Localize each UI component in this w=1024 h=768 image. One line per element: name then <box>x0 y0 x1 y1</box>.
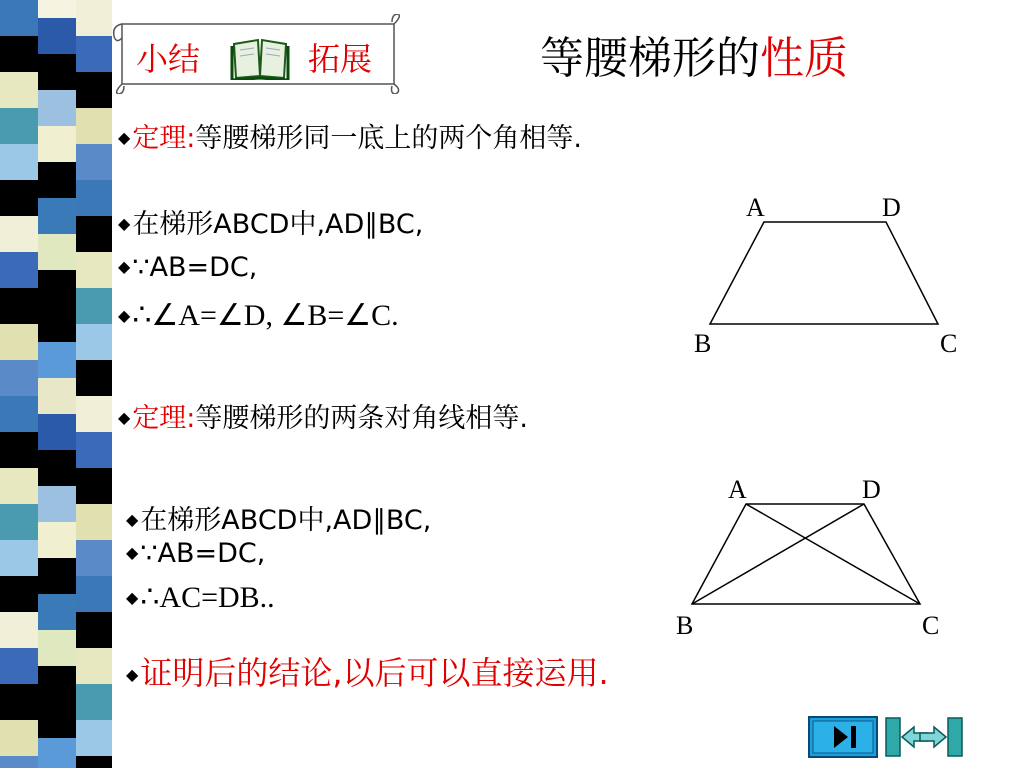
bullet-icon: ◆ <box>118 214 131 233</box>
decorative-stripe <box>0 0 112 768</box>
trapezoid-shape <box>710 222 938 324</box>
conclusion-text: 证明后的结论,以后可以直接运用. <box>140 654 609 692</box>
vertex-label-c: C <box>922 611 940 640</box>
title-highlight: 性质 <box>760 33 848 84</box>
return-arrows-icon[interactable] <box>884 716 964 758</box>
bullet-icon: ◆ <box>126 588 139 607</box>
open-book-icon <box>230 36 290 80</box>
vertex-label-d: D <box>862 475 881 504</box>
bullet-icon: ◆ <box>118 408 131 427</box>
bullet-icon: ◆ <box>126 665 139 684</box>
proof-line: 在梯形ABCD中,AD∥BC, <box>132 209 424 240</box>
bullet-icon: ◆ <box>118 306 131 325</box>
bullet-icon: ◆ <box>118 257 131 276</box>
trapezoid-figure-2 <box>670 472 960 644</box>
proof-line: ∵AB=DC, <box>132 252 258 283</box>
theorem-2 <box>118 396 528 435</box>
theorem-1 <box>118 116 582 155</box>
bullet-icon: ◆ <box>118 128 131 147</box>
theorem-text: 等腰梯形的两条对角线相等. <box>195 403 529 434</box>
proof-1-line-1 <box>118 202 423 241</box>
trapezoid-shape <box>692 504 920 604</box>
summary-badge[interactable] <box>108 14 404 94</box>
theorem-label: 定理: <box>132 403 196 434</box>
vertex-label-b: B <box>694 329 712 358</box>
bullet-icon: ◆ <box>126 543 139 562</box>
title-main: 等腰梯形的 <box>540 33 760 84</box>
trapezoid-figure-1 <box>690 190 980 360</box>
conclusion <box>126 648 609 694</box>
proof-1-line-2 <box>118 252 257 283</box>
vertex-label-d: D <box>882 193 901 222</box>
proof-1-line-3 <box>118 298 399 333</box>
proof-line: ∴AC=DB.. <box>140 581 275 614</box>
proof-line: ∴∠A=∠D, ∠B=∠C. <box>132 299 399 332</box>
proof-line: 在梯形ABCD中,AD∥BC, <box>140 505 432 536</box>
page-title <box>540 22 848 86</box>
badge-right-label: 拓展 <box>308 40 373 78</box>
diagonal-ac <box>746 504 920 604</box>
vertex-label-a: A <box>728 475 747 504</box>
vertex-label-c: C <box>940 329 958 358</box>
bullet-icon: ◆ <box>126 510 139 529</box>
vertex-label-a: A <box>746 193 765 222</box>
theorem-text: 等腰梯形同一底上的两个角相等. <box>195 123 583 154</box>
proof-2-line-3 <box>126 580 275 615</box>
vertex-label-b: B <box>676 611 694 640</box>
badge-left-label: 小结 <box>136 40 201 78</box>
diagonal-db <box>692 504 864 604</box>
proof-2-line-2 <box>126 538 265 569</box>
skip-to-end-icon[interactable] <box>808 716 878 758</box>
proof-2-line-1 <box>126 498 431 537</box>
proof-line: ∵AB=DC, <box>140 538 266 569</box>
theorem-label: 定理: <box>132 123 196 154</box>
